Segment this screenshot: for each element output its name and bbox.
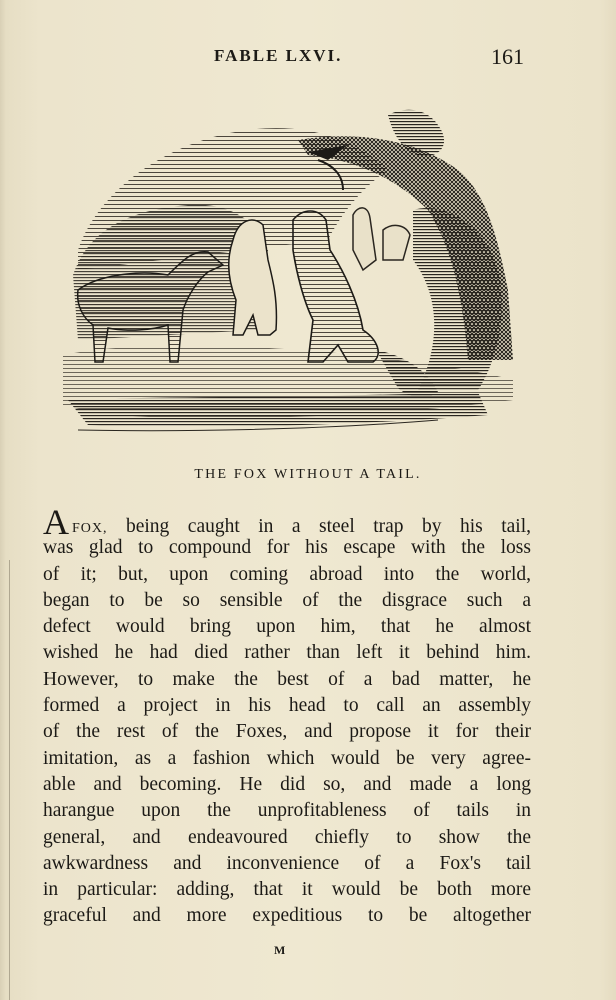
signature-mark: M: [274, 943, 287, 957]
illustration-caption: THE FOX WITHOUT A TAIL.: [194, 467, 422, 482]
text-line: able and becoming. He did so, and made a long: [43, 773, 531, 795]
text-line: [43, 502, 531, 542]
running-head: FABLE LXVI.: [214, 46, 343, 65]
text-line: of the rest of the Foxes, and propose it for their: [43, 721, 531, 743]
text-line: wished he had died rather than left it behind him.: [43, 642, 531, 664]
text-line: was glad to compound for his escape with the loss: [43, 537, 531, 559]
woodcut-fox-scene: [58, 100, 518, 445]
text-line: harangue upon the unprofitableness of tails in: [43, 800, 531, 822]
small-caps-word: FOX,: [72, 521, 108, 536]
text-line: general, and endeavoured chiefly to show the: [43, 826, 531, 848]
woodcut-illustration: [58, 100, 518, 445]
text-line: However, to make the best of a bad matter, he: [43, 668, 531, 690]
text-line: in particular: adding, that it would be both more: [43, 879, 531, 901]
drop-cap: A: [43, 502, 69, 542]
text-line: formed a project in his head to call an assembly: [43, 695, 531, 717]
gutter-line: [9, 560, 10, 1000]
text-line: imitation, as a fashion which would be very agree-: [43, 747, 531, 769]
text-line: of it; but, upon coming abroad into the world,: [43, 563, 531, 585]
fable-text: [43, 502, 531, 930]
page-number: 161: [491, 44, 524, 69]
text-line: awkwardness and inconvenience of a Fox's tail: [43, 852, 531, 874]
text-line: graceful and more expeditious to be altogether: [43, 905, 531, 927]
first-line-text: being caught in a steel trap by his tail,: [107, 516, 531, 537]
text-line: began to be so sensible of the disgrace such a: [43, 589, 531, 611]
text-line: defect would bring upon him, that he almost: [43, 616, 531, 638]
